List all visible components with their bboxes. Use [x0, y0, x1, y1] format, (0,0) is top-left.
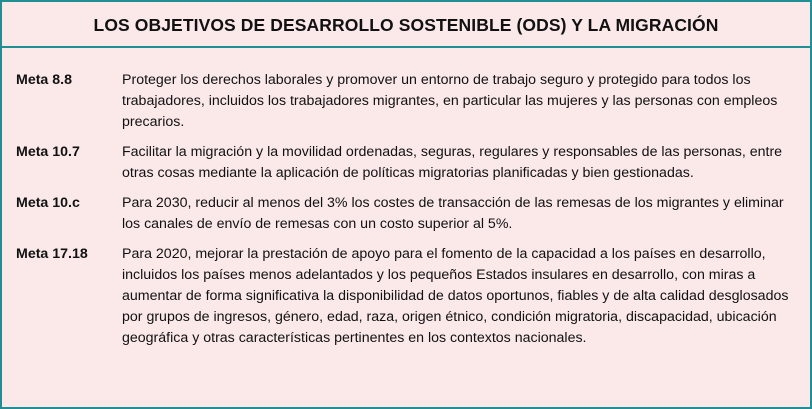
meta-list	[2, 48, 810, 349]
box-header	[2, 2, 810, 48]
meta-label: Meta 8.8	[16, 72, 72, 88]
meta-description: Para 2020, mejorar la prestación de apoyo para el fomento de la capacidad a los países en desarrollo, incluidos los países menos adelantados y los pequeños Estados insulares en desarrollo, con miras a aumentar de forma significativa la disponibilidad de datos oportunos, fiables y de alta calidad desglosados por grupos de ingresos, género, edad, raza, origen étnico, condición migratoria, discapacidad, ubicación geográfica y otras características pertinentes en los contextos nacionales.	[122, 246, 789, 346]
meta-row-8-8	[16, 70, 796, 133]
box-title: LOS OBJETIVOS DE DESARROLLO SOSTENIBLE (ODS) Y LA MIGRACIÓN	[93, 14, 719, 35]
meta-row-10-7	[16, 142, 796, 184]
meta-label: Meta 10.c	[16, 195, 80, 211]
meta-description: Proteger los derechos laborales y promover un entorno de trabajo seguro y protegido para todos los trabajadores, incluidos los trabajadores migrantes, en particular las mujeres y las personas con empleos precarios.	[122, 72, 778, 130]
meta-description: Para 2030, reducir al menos del 3% los costes de transacción de las remesas de los migrantes y eliminar los canales de envío de remesas con un costo superior al 5%.	[122, 195, 784, 232]
meta-description: Facilitar la migración y la movilidad ordenadas, seguras, regulares y responsables de las personas, entre otras cosas mediante la aplicación de políticas migratorias planificadas y bien gestionadas.	[122, 144, 783, 181]
meta-row-10-c	[16, 193, 796, 235]
meta-label: Meta 10.7	[16, 144, 80, 160]
meta-row-17-18	[16, 244, 796, 349]
meta-label: Meta 17.18	[16, 246, 88, 262]
